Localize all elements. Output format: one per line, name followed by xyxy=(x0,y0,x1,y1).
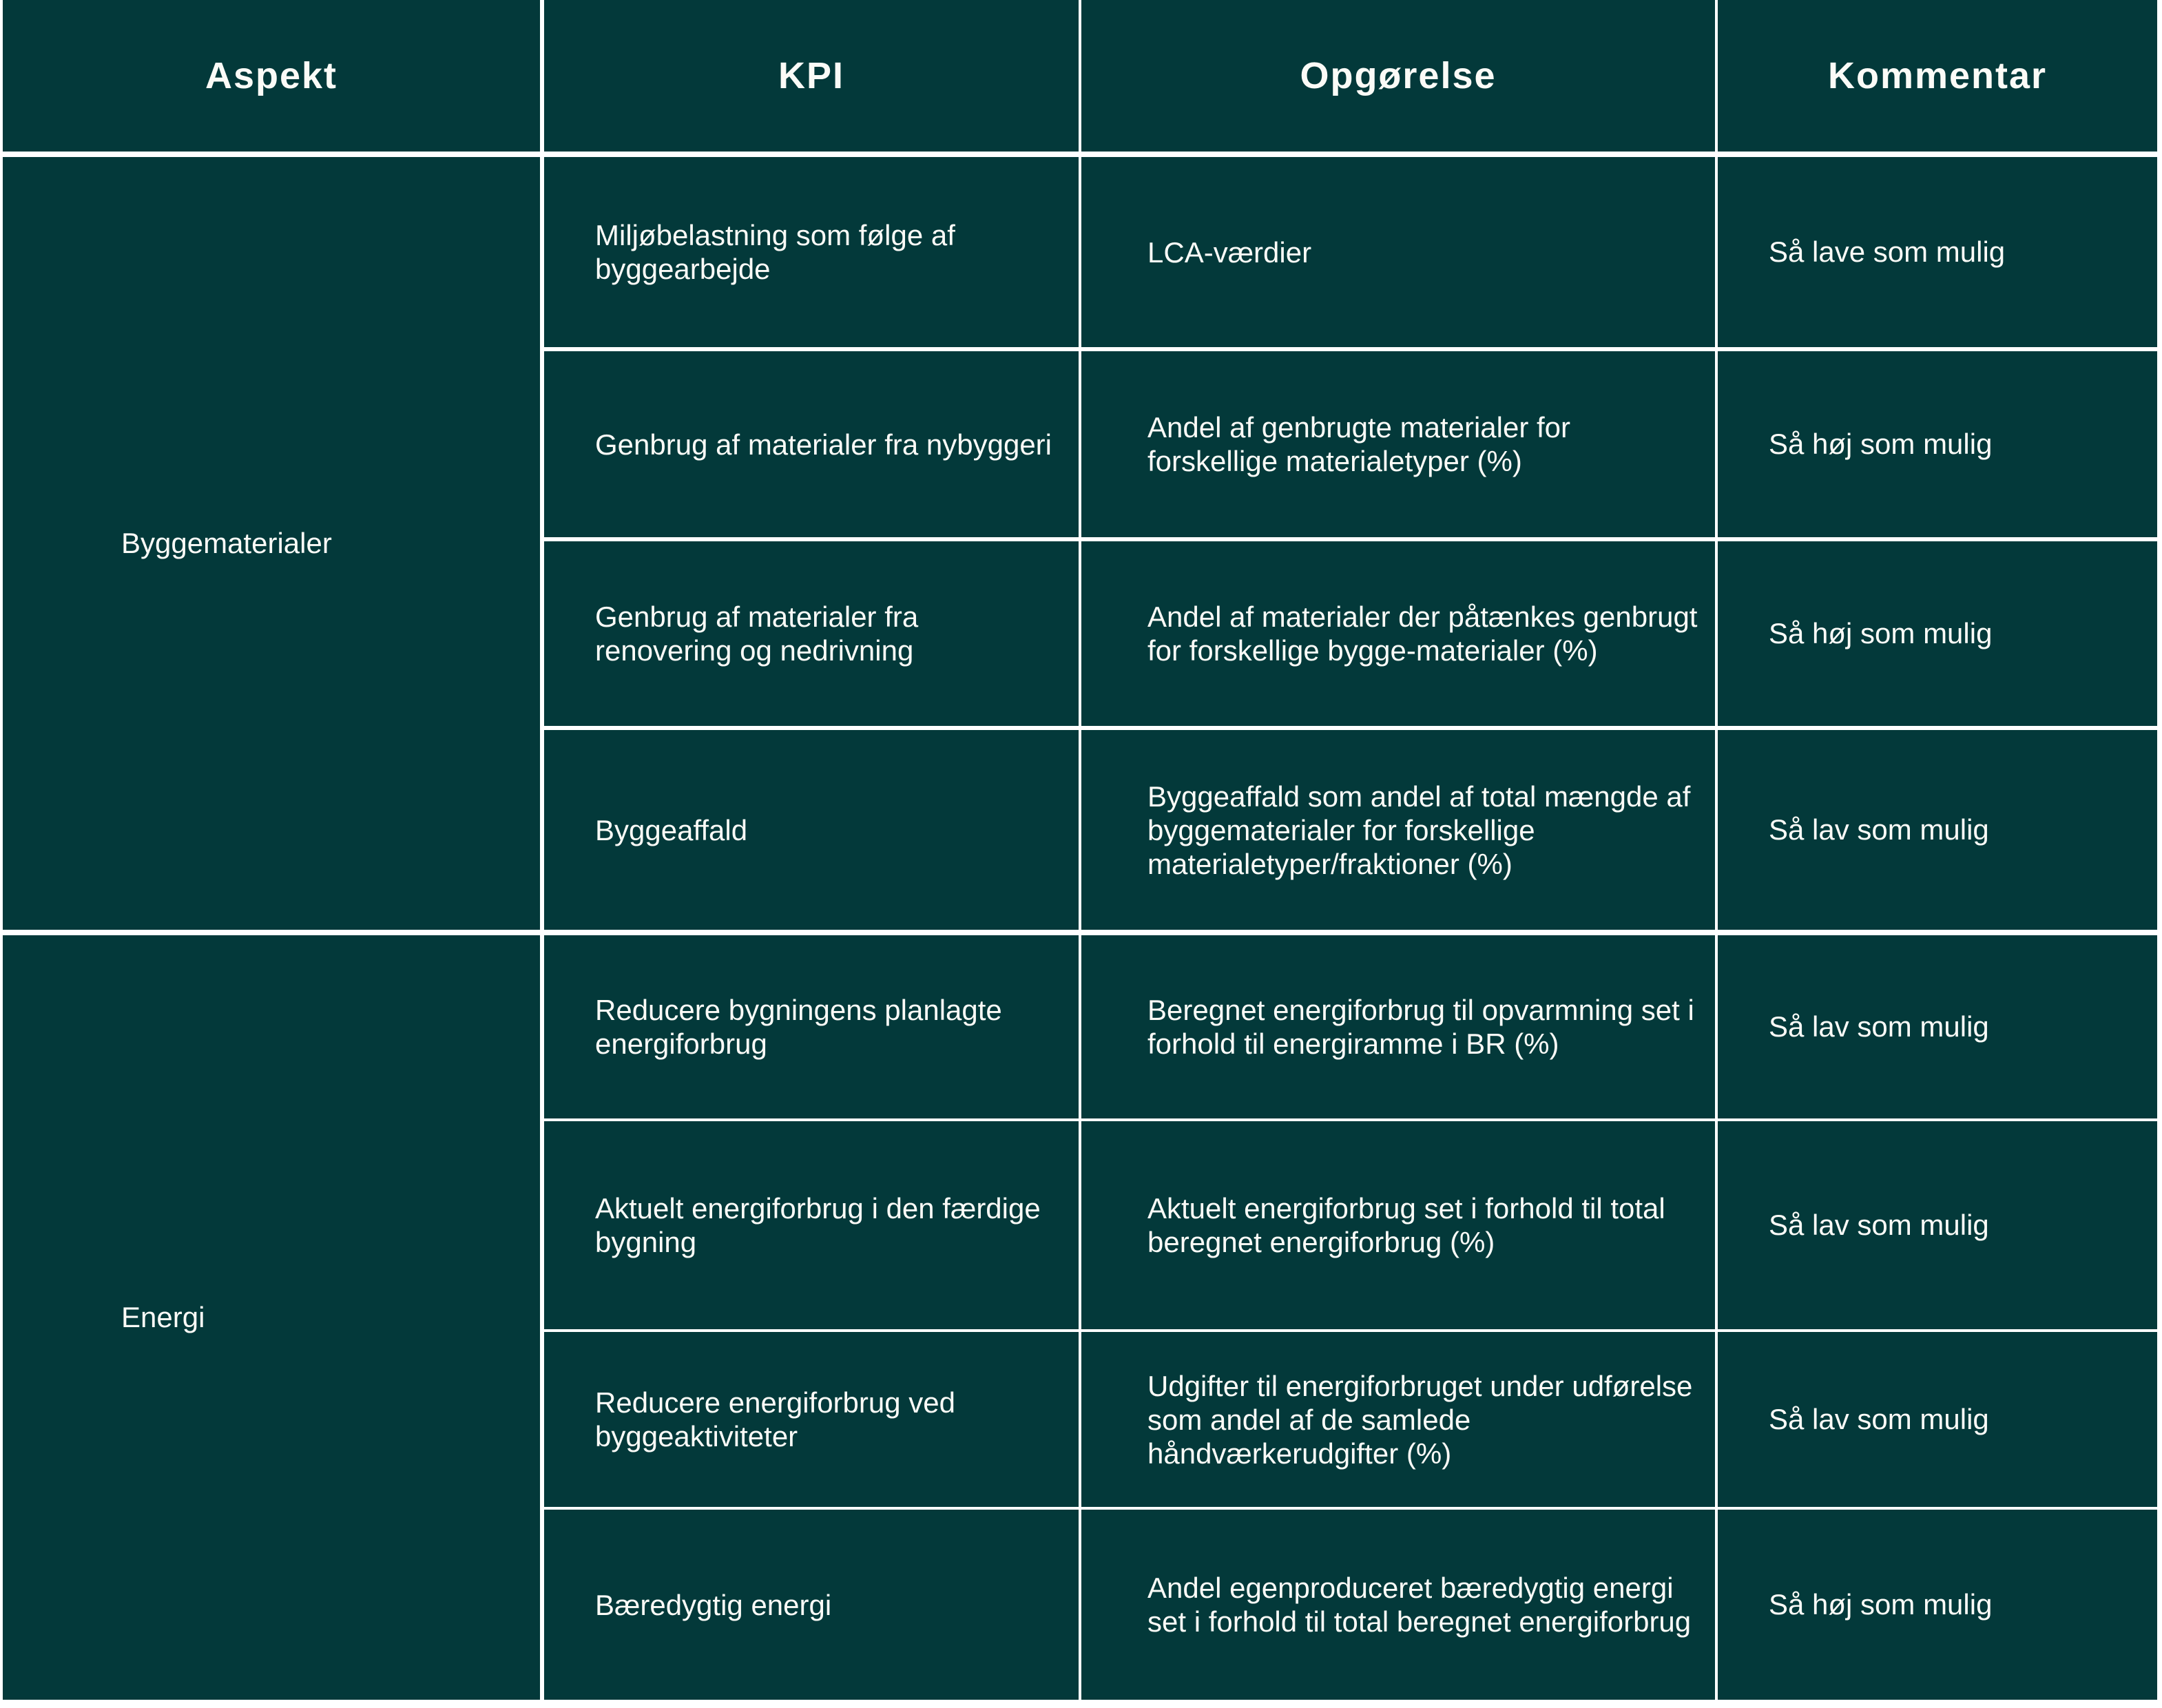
aspect-label: Byggematerialer xyxy=(121,527,332,559)
opgoerelse-text: Andel af materialer der påtænkes genbrugt for forskellige bygge-materialer (%) xyxy=(1147,601,1698,667)
kommentar-text: Så lav som mulig xyxy=(1769,813,1989,846)
kpi-cell xyxy=(544,351,1079,537)
opgoerelse-text: Udgifter til energiforbruget under udførelse som andel af de samlede håndværkerudgifter (%) xyxy=(1147,1369,1693,1470)
header-opgoerelse xyxy=(1081,0,1715,152)
opgoerelse-text: Andel af genbrugte materialer for forskellige materialetyper (%) xyxy=(1147,411,1571,477)
kommentar-text: Så lav som mulig xyxy=(1769,1403,1989,1435)
kpi-text: Genbrug af materialer fra renovering og nedrivning xyxy=(595,601,919,667)
kommentar-text: Så høj som mulig xyxy=(1769,428,1993,460)
opgoerelse-cell xyxy=(1081,351,1715,537)
header-aspekt xyxy=(3,0,540,152)
kommentar-text: Så høj som mulig xyxy=(1769,617,1993,649)
kommentar-text: Så høj som mulig xyxy=(1769,1588,1993,1621)
kommentar-cell xyxy=(1718,1121,2157,1329)
kpi-cell xyxy=(544,157,1079,347)
kpi-text: Aktuelt energiforbrug i den færdige bygning xyxy=(595,1192,1041,1258)
opgoerelse-text: Beregnet energiforbrug til opvarmning set i forhold til energiramme i BR (%) xyxy=(1147,994,1694,1060)
kommentar-cell xyxy=(1718,935,2157,1118)
kpi-cell xyxy=(544,541,1079,726)
kpi-text: Bæredygtig energi xyxy=(595,1588,832,1621)
kpi-text: Reducere bygningens planlagte energiforbrug xyxy=(595,994,1002,1060)
opgoerelse-text: LCA-værdier xyxy=(1147,236,1312,269)
kpi-text: Byggeaffald xyxy=(595,813,748,846)
opgoerelse-cell xyxy=(1081,1332,1715,1507)
header-label: Kommentar xyxy=(1827,55,2048,96)
opgoerelse-text: Byggeaffald som andel af total mængde af byggematerialer for forskellige materialetyper/fraktioner (%) xyxy=(1147,780,1691,880)
kpi-cell xyxy=(544,1121,1079,1329)
aspect-label: Energi xyxy=(121,1301,205,1333)
opgoerelse-text: Aktuelt energiforbrug set i forhold til total beregnet energiforbrug (%) xyxy=(1147,1192,1665,1258)
kpi-cell xyxy=(544,1510,1079,1700)
kommentar-cell xyxy=(1718,1510,2157,1700)
kommentar-text: Så lav som mulig xyxy=(1769,1010,1989,1043)
kommentar-cell xyxy=(1718,157,2157,347)
kommentar-cell xyxy=(1718,1332,2157,1507)
kpi-text: Genbrug af materialer fra nybyggeri xyxy=(595,428,1052,461)
kpi-cell xyxy=(544,935,1079,1118)
opgoerelse-cell xyxy=(1081,1121,1715,1329)
opgoerelse-cell xyxy=(1081,541,1715,726)
opgoerelse-cell xyxy=(1081,157,1715,347)
header-label: Opgørelse xyxy=(1300,55,1497,96)
kommentar-text: Så lav som mulig xyxy=(1769,1209,1989,1241)
kommentar-text: Så lave som mulig xyxy=(1769,236,2006,268)
opgoerelse-cell xyxy=(1081,730,1715,930)
opgoerelse-cell xyxy=(1081,935,1715,1118)
kpi-cell xyxy=(544,730,1079,930)
header-label: KPI xyxy=(778,55,845,96)
aspect-cell-byggematerialer xyxy=(3,157,540,930)
header-label: Aspekt xyxy=(205,55,338,96)
header-kpi xyxy=(544,0,1079,152)
kpi-cell xyxy=(544,1332,1079,1507)
aspect-cell-energi xyxy=(3,935,540,1700)
kommentar-cell xyxy=(1718,541,2157,726)
opgoerelse-cell xyxy=(1081,1510,1715,1700)
header-kommentar xyxy=(1718,0,2157,152)
opgoerelse-text: Andel egenproduceret bæredygtig energi set i forhold til total beregnet energiforbrug xyxy=(1147,1572,1692,1638)
kpi-text: Miljøbelastning som følge af byggearbejde xyxy=(595,219,955,285)
kommentar-cell xyxy=(1718,351,2157,537)
kommentar-cell xyxy=(1718,730,2157,930)
kpi-text: Reducere energiforbrug ved byggeaktiviteter xyxy=(595,1386,955,1452)
